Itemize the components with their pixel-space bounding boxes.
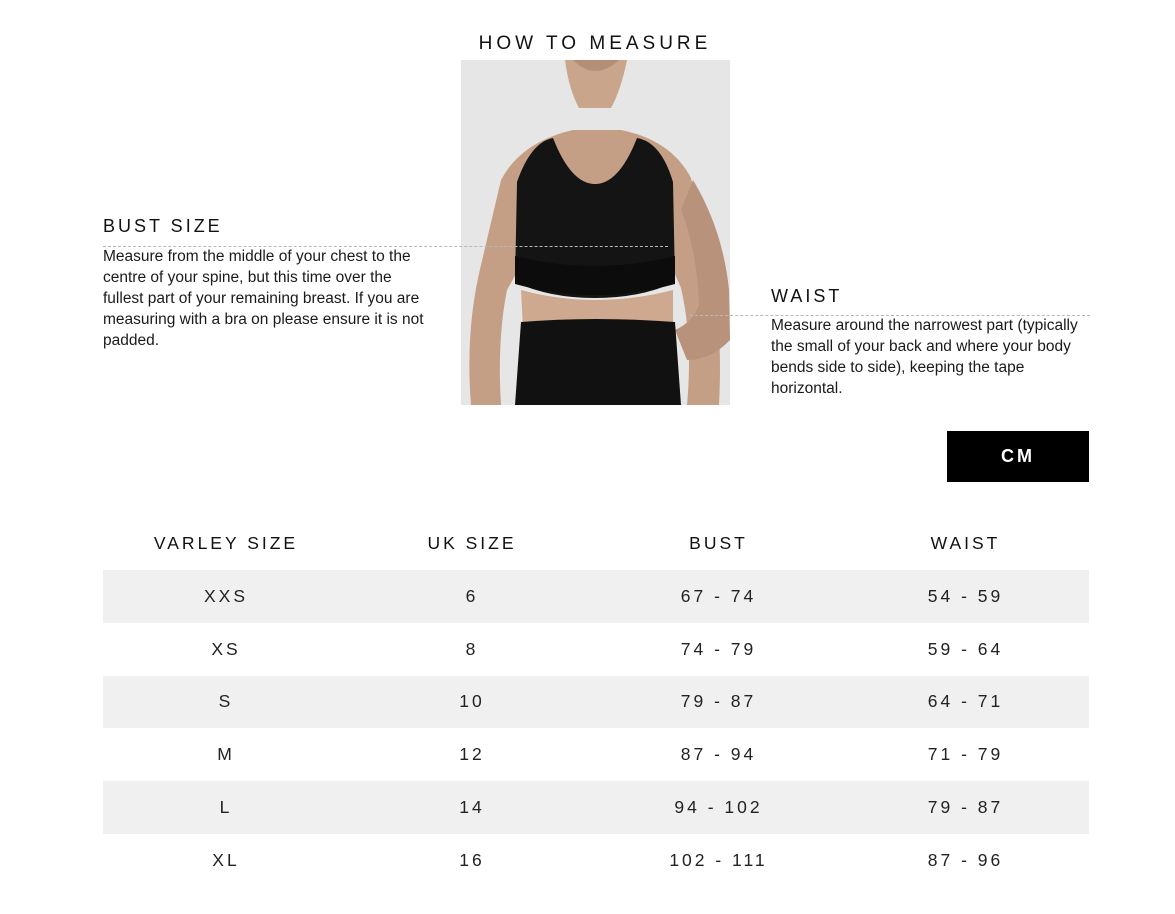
cell-bust: 79 - 87 — [595, 676, 842, 729]
cell-waist: 54 - 59 — [842, 570, 1089, 623]
column-header-varley-size: VARLEY SIZE — [153, 532, 299, 553]
table-row — [103, 676, 1089, 729]
table-row — [103, 728, 1089, 781]
cell-bust: 94 - 102 — [595, 781, 842, 834]
column-header-uk-size: UK SIZE — [427, 532, 517, 553]
page-title: HOW TO MEASURE — [478, 32, 712, 54]
cell-uk-size: 6 — [349, 570, 595, 623]
cell-bust: 74 - 79 — [680, 638, 757, 659]
bust-size-description: Measure from the middle of your chest to the centre of your spine, but this time over the fullest part of your remaining breast. If you are measuring with a bra on please ensure it is not padded. — [103, 248, 424, 349]
column-header-bust: BUST — [689, 532, 748, 553]
cell-varley-size: L — [103, 781, 349, 834]
table-header-row — [103, 516, 1089, 570]
cell-waist: 87 - 96 — [927, 849, 1004, 870]
cell-bust: 67 - 74 — [595, 570, 842, 623]
cell-uk-size: 14 — [349, 781, 595, 834]
cell-waist: 64 - 71 — [842, 676, 1089, 729]
cell-uk-size: 10 — [349, 676, 595, 729]
cell-varley-size: XS — [211, 638, 241, 659]
table-row — [103, 834, 1089, 887]
cell-waist: 71 - 79 — [927, 744, 1004, 765]
cell-waist: 59 - 64 — [927, 638, 1004, 659]
table-row — [103, 781, 1089, 834]
waist-heading: WAIST — [771, 286, 843, 306]
bust-size-heading: BUST SIZE — [103, 216, 223, 236]
cell-varley-size: M — [217, 744, 235, 765]
cell-waist: 79 - 87 — [842, 781, 1089, 834]
column-header-waist: WAIST — [930, 532, 1001, 553]
size-chart-table — [103, 516, 1089, 887]
unit-toggle-cm-button[interactable]: CM — [947, 431, 1089, 482]
cell-uk-size: 12 — [459, 744, 485, 765]
cell-varley-size: S — [103, 676, 349, 729]
waist-description: Measure around the narrowest part (typically the small of your back and where your body bends side to side), keeping the tape horizontal. — [771, 317, 1078, 397]
table-row — [103, 623, 1089, 676]
cell-varley-size: XL — [212, 849, 240, 870]
cell-uk-size: 8 — [465, 638, 479, 659]
model-photo — [461, 60, 730, 405]
table-row — [103, 570, 1089, 623]
cell-uk-size: 16 — [459, 849, 485, 870]
cell-bust: 102 - 111 — [669, 849, 768, 870]
cell-bust: 87 - 94 — [680, 744, 757, 765]
cell-varley-size: XXS — [103, 570, 349, 623]
